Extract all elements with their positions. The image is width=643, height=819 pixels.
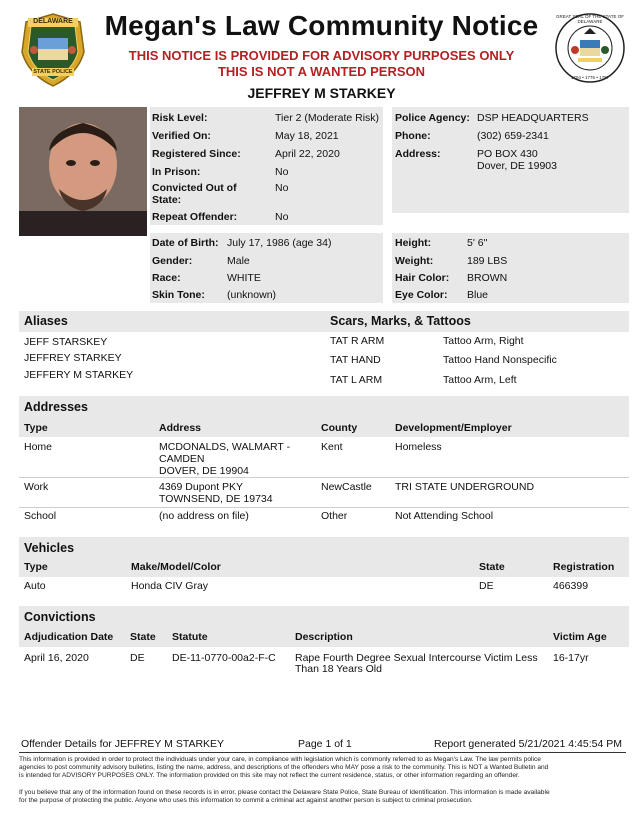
repeat-offender-label: Repeat Offender:: [152, 211, 238, 223]
skin-tone-label: Skin Tone:: [152, 289, 205, 301]
weight-label: Weight:: [395, 255, 434, 267]
repeat-offender-value: No: [275, 211, 289, 223]
conv-row-statute: DE-11-0770-00a2-F-C: [172, 652, 276, 664]
footer-page-number: Page 1 of 1: [298, 738, 352, 750]
conv-row-description-1: Rape Fourth Degree Sexual Intercourse Victim Less: [295, 652, 538, 664]
addr-row-county: NewCastle: [321, 481, 372, 493]
badge-bottom-text: STATE POLICE: [33, 69, 73, 75]
addr-col-county: County: [321, 422, 358, 434]
addr-row-type: Work: [24, 481, 49, 493]
risk-level-value: Tier 2 (Moderate Risk): [275, 112, 380, 124]
veh-col-make: Make/Model/Color: [131, 561, 221, 573]
disclaimer-line: This information is provided in order to protect the individuals under your care, in compliance with legislation which is commonly referred to as Megan's Law. The law permits police: [19, 756, 541, 763]
addr-row-address-1: (no address on file): [159, 510, 249, 522]
police-agency-value: DSP HEADQUARTERS: [477, 112, 589, 124]
row-divider: [19, 477, 629, 478]
alias-item: JEFF STARSKEY: [24, 336, 108, 348]
veh-col-type: Type: [24, 561, 48, 573]
addr-row-county: Kent: [321, 441, 343, 453]
addr-col-type: Type: [24, 422, 48, 434]
convicted-out-label-1: Convicted Out of: [152, 182, 237, 194]
footer-divider: [19, 752, 626, 753]
conv-col-description: Description: [295, 631, 353, 643]
conv-col-date: Adjudication Date: [24, 631, 114, 643]
in-prison-label: In Prison:: [152, 166, 201, 178]
page-title: Megan's Law Community Notice: [104, 10, 539, 41]
addr-row-employer: TRI STATE UNDERGROUND: [395, 481, 535, 493]
conv-col-statute: Statute: [172, 631, 208, 643]
convictions-heading: Convictions: [24, 610, 96, 624]
seal-ring-text: GREAT SEAL OF THE STATE OF DELAWARE: [556, 14, 624, 24]
conv-row-state: DE: [130, 652, 145, 664]
conv-col-victim-age: Victim Age: [553, 631, 607, 643]
verified-value: May 18, 2021: [275, 130, 339, 142]
disclaimer-line: for the purpose of protecting the public. Anyone who uses this information to commit a criminal act against another person is subject to criminal prosecution.: [19, 797, 473, 804]
height-label: Height:: [395, 237, 432, 249]
eye-color-label: Eye Color:: [395, 289, 448, 301]
addr-col-address: Address: [159, 422, 202, 434]
addr-row-employer: Homeless: [395, 441, 442, 453]
row-divider: [19, 507, 629, 508]
footer-report-generated: Report generated 5/21/2021 4:45:54 PM: [434, 738, 622, 750]
scars-heading: Scars, Marks, & Tattoos: [330, 314, 471, 328]
veh-row-registration: 466399: [553, 580, 589, 592]
veh-row-make: Honda CIV Gray: [131, 580, 209, 592]
scar-code: TAT HAND: [330, 354, 381, 366]
scar-description: Tattoo Hand Nonspecific: [443, 354, 557, 366]
addr-row-county: Other: [321, 510, 348, 522]
convicted-out-label-2: State:: [152, 194, 182, 206]
conv-row-description-2: Than 18 Years Old: [295, 663, 382, 675]
alias-item: JEFFERY M STARKEY: [24, 369, 134, 381]
phone-value: (302) 659-2341: [477, 130, 549, 142]
addr-col-employer: Development/Employer: [395, 422, 512, 434]
disclaimer-line: agencies to post community advisory bulletins, listing the name, address, and descriptions of the offenders who MAY pose a risk to the community. This is NOT a Wanted Bulletin and: [19, 764, 549, 771]
veh-col-registration: Registration: [553, 561, 615, 573]
agency-address-line-2: Dover, DE 19903: [477, 160, 557, 172]
advisory-line-1: THIS NOTICE IS PROVIDED FOR ADVISORY PURPOSES ONLY: [128, 48, 515, 63]
addr-row-address-2: CAMDEN: [159, 453, 205, 465]
conv-col-state: State: [130, 631, 156, 643]
veh-row-type: Auto: [24, 580, 46, 592]
height-value: 5' 6": [467, 237, 488, 249]
verified-label: Verified On:: [152, 130, 211, 142]
scar-description: Tattoo Arm, Left: [443, 374, 517, 386]
in-prison-value: No: [275, 166, 289, 178]
hair-color-value: BROWN: [467, 272, 508, 284]
alias-item: JEFFREY STARKEY: [24, 352, 122, 364]
police-agency-label: Police Agency:: [395, 112, 470, 124]
vehicles-heading: Vehicles: [24, 541, 75, 555]
offender-name: JEFFREY M STARKEY: [247, 85, 396, 101]
conv-row-victim-age: 16-17yr: [553, 652, 589, 664]
agency-address-label: Address:: [395, 148, 441, 160]
hair-color-label: Hair Color:: [395, 272, 450, 284]
state-seal: [554, 12, 626, 84]
addr-row-address-1: 4369 Dupont PKY: [159, 481, 244, 493]
addr-row-type: Home: [24, 441, 53, 453]
seal-years: 1704 • 1776 • 1787: [570, 75, 610, 80]
badge-top-text: DELAWARE: [33, 18, 73, 25]
registered-value: April 22, 2020: [275, 148, 340, 160]
dob-label: Date of Birth:: [152, 237, 219, 249]
scar-code: TAT L ARM: [330, 374, 383, 386]
disclaimer-line: is intended for ADVISORY PURPOSES ONLY. The information provided on this site may not reflect the current residence, status, or other information regarding an offender.: [19, 772, 520, 779]
eye-color-value: Blue: [467, 289, 489, 301]
registered-label: Registered Since:: [152, 148, 241, 160]
conv-row-date: April 16, 2020: [24, 652, 89, 664]
aliases-scars-header-bar: [19, 311, 629, 332]
disclaimer-line: If you believe that any of the information found on these records is in error, please contact the Delaware State Police, State Bureau of Identification. This information is made available: [19, 789, 550, 796]
gender-value: Male: [227, 255, 250, 267]
vehicles-header-bar: [19, 537, 629, 577]
offender-photo: [19, 107, 147, 236]
gender-label: Gender:: [152, 255, 193, 267]
veh-row-state: DE: [479, 580, 494, 592]
race-label: Race:: [152, 272, 181, 284]
addr-row-address-1: MCDONALDS, WALMART -: [159, 441, 291, 453]
scar-description: Tattoo Arm, Right: [443, 335, 524, 347]
convicted-out-value: No: [275, 182, 289, 194]
scar-code: TAT R ARM: [330, 335, 385, 347]
aliases-heading: Aliases: [24, 314, 68, 328]
addr-row-employer: Not Attending School: [395, 510, 494, 522]
agency-address-line-1: PO BOX 430: [477, 148, 538, 160]
dob-value: July 17, 1986 (age 34): [227, 237, 332, 249]
risk-level-label: Risk Level:: [152, 112, 208, 124]
skin-tone-value: (unknown): [227, 289, 277, 301]
addr-row-type: School: [24, 510, 57, 522]
weight-value: 189 LBS: [467, 255, 508, 267]
advisory-line-2: THIS IS NOT A WANTED PERSON: [217, 64, 426, 79]
race-value: WHITE: [227, 272, 261, 284]
addresses-heading: Addresses: [24, 400, 88, 414]
addr-row-address-2: TOWNSEND, DE 19734: [159, 493, 273, 505]
veh-col-state: State: [479, 561, 505, 573]
footer-offender-details: Offender Details for JEFFREY M STARKEY: [21, 738, 225, 750]
addr-row-address-3: DOVER, DE 19904: [159, 465, 249, 477]
phone-label: Phone:: [395, 130, 431, 142]
